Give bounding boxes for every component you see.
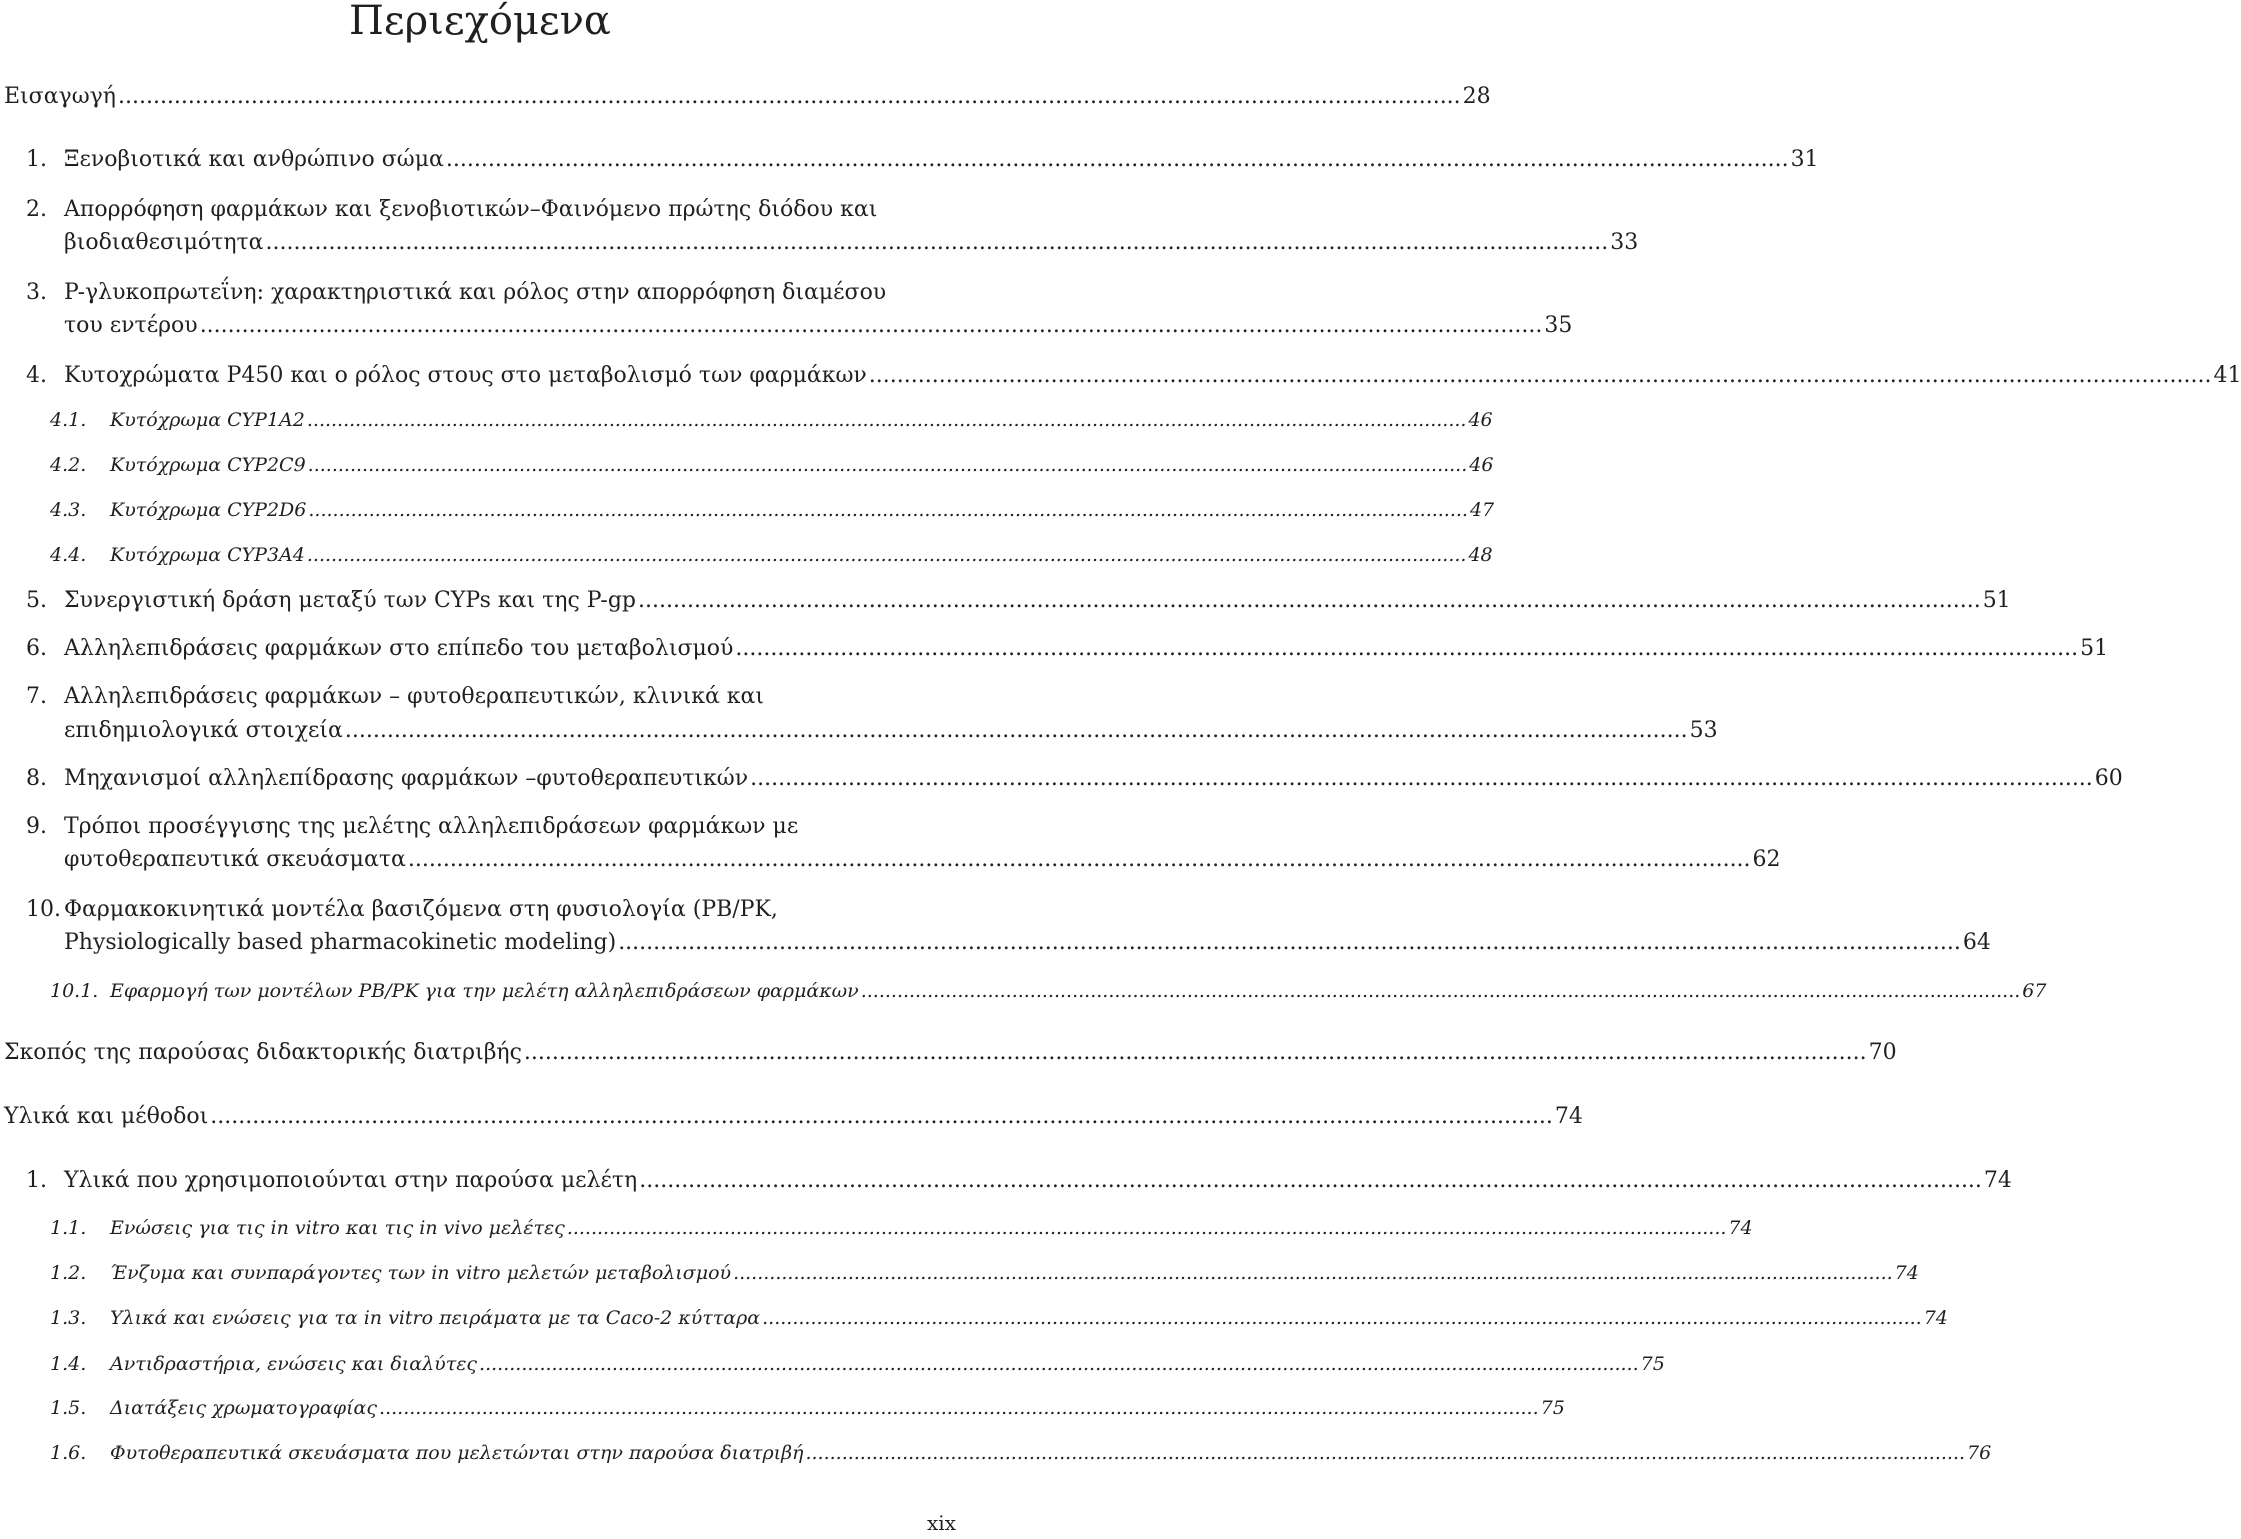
toc-entry-number: 3. xyxy=(26,280,47,305)
toc-entry-page: 74 xyxy=(1728,1217,1753,1239)
toc-entry-text: Φυτοθεραπευτικά σκευάσματα που μελετώνται στην παρούσα διατριβή xyxy=(110,1442,804,1464)
toc-entry-number: 1.5. xyxy=(50,1397,87,1419)
toc-entry-2[interactable] xyxy=(64,226,1639,260)
toc-entry-page: 48 xyxy=(1468,544,1493,566)
toc-entry-number: 1.4. xyxy=(50,1353,87,1375)
toc-entry-number: 1. xyxy=(26,147,47,172)
toc-entry-text: Σκοπός της παρούσας διδακτορικής διατριβής xyxy=(4,1040,522,1065)
toc-entry-page: 41 xyxy=(2213,363,2241,388)
page-title: Περιεχόμενα xyxy=(349,0,611,44)
toc-entry-page: 67 xyxy=(2022,980,2047,1002)
leader-dots xyxy=(308,448,1468,482)
leader-dots xyxy=(307,403,1467,437)
toc-entry-page: 76 xyxy=(1967,1442,1992,1464)
toc-entry-page: 28 xyxy=(1462,84,1491,109)
leader-dots xyxy=(379,1391,1539,1425)
toc-entry-number: 7. xyxy=(26,684,47,709)
toc-entry-number: 5. xyxy=(26,588,47,613)
toc-entry-7[interactable] xyxy=(64,714,1718,748)
toc-entry-4-1[interactable] xyxy=(110,403,1493,437)
toc-entry-mm-1-5[interactable] xyxy=(110,1391,1565,1425)
leader-dots xyxy=(200,309,1543,343)
toc-entry-page: 74 xyxy=(1894,1262,1919,1284)
toc-entry-text: Υλικά και ενώσεις για τα in vitro πειράματα με τα Caco-2 κύτταρα xyxy=(110,1307,761,1329)
toc-entry-4-2[interactable] xyxy=(110,448,1494,482)
toc-entry-text: φυτοθεραπευτικά σκευάσματα xyxy=(64,847,406,872)
leader-dots xyxy=(805,1436,1965,1470)
toc-entry-text: Κυτόχρωμα CYP2D6 xyxy=(110,499,307,521)
toc-entry-mm-1-4[interactable] xyxy=(110,1347,1665,1381)
toc-entry-page: 51 xyxy=(2080,636,2109,661)
leader-dots xyxy=(733,1256,1893,1290)
toc-entry-text: Εισαγωγή xyxy=(4,84,116,109)
toc-entry-page: 35 xyxy=(1544,313,1573,338)
toc-entry-mm-1-1[interactable] xyxy=(110,1211,1753,1245)
toc-entry-page: 75 xyxy=(1640,1353,1665,1375)
toc-entry-6[interactable] xyxy=(64,632,2109,666)
leader-dots xyxy=(735,632,2078,666)
leader-dots xyxy=(345,714,1688,748)
leader-dots xyxy=(307,538,1467,572)
toc-entry-10-1[interactable] xyxy=(110,974,2047,1008)
toc-entry-text: Εφαρμογή των μοντέλων PB/PK για την μελέτη αλληλεπιδράσεων φαρμάκων xyxy=(110,980,859,1002)
toc-entry-4-4[interactable] xyxy=(110,538,1493,572)
toc-entry-page: 70 xyxy=(1868,1040,1897,1065)
toc-entry-4[interactable] xyxy=(64,359,2241,393)
toc-entry-page: 51 xyxy=(1982,588,2011,613)
toc-entry-number: 4. xyxy=(26,363,47,388)
toc-entry-number: 1. xyxy=(26,1168,47,1193)
toc-entry-text: Διατάξεις χρωματογραφίας xyxy=(110,1397,378,1419)
toc-entry-materials-methods[interactable] xyxy=(4,1100,1583,1134)
toc-entry-text: Κυτόχρωμα CYP2C9 xyxy=(110,454,306,476)
toc-entry-text-line1: Φαρμακοκινητικά μοντέλα βασιζόμενα στη φυσιολογία (PB/PK, xyxy=(64,897,778,922)
toc-entry-page: 60 xyxy=(2094,766,2123,791)
toc-entry-page: 74 xyxy=(1983,1168,2012,1193)
leader-dots xyxy=(869,359,2212,393)
toc-entry-text: Κυτόχρωμα CYP3A4 xyxy=(110,544,305,566)
leader-dots xyxy=(210,1100,1553,1134)
toc-entry-text-line1: P-γλυκοπρωτεΐνη: χαρακτηριστικά και ρόλος στην απορρόφηση διαμέσου xyxy=(64,280,887,305)
toc-entry-page: 53 xyxy=(1689,718,1718,743)
toc-entry-1[interactable] xyxy=(64,143,1819,177)
toc-entry-mm-1-3[interactable] xyxy=(110,1301,1948,1335)
toc-entry-text: Αντιδραστήρια, ενώσεις και διαλύτες xyxy=(110,1353,478,1375)
leader-dots xyxy=(524,1036,1867,1070)
toc-entry-number: 2. xyxy=(26,197,47,222)
toc-entry-number: 1.3. xyxy=(50,1307,87,1329)
toc-entry-page: 75 xyxy=(1540,1397,1565,1419)
toc-entry-page: 46 xyxy=(1468,409,1493,431)
toc-entry-page: 31 xyxy=(1790,147,1819,172)
toc-entry-text: Αλληλεπιδράσεις φαρμάκων στο επίπεδο του μεταβολισμού xyxy=(64,636,734,661)
toc-entry-text: του εντέρου xyxy=(64,313,198,338)
toc-entry-number: 4.2. xyxy=(50,454,87,476)
toc-entry-page: 47 xyxy=(1469,499,1495,521)
leader-dots xyxy=(750,762,2093,796)
toc-entry-number: 10.1. xyxy=(50,980,99,1002)
toc-entry-page: 74 xyxy=(1923,1307,1948,1329)
toc-entry-number: 1.2. xyxy=(50,1262,87,1284)
toc-entry-text: Κυτοχρώματα P450 και ο ρόλος στους στο μεταβολισμό των φαρμάκων xyxy=(64,363,867,388)
toc-entry-page: 46 xyxy=(1469,454,1494,476)
leader-dots xyxy=(639,1164,1982,1198)
toc-entry-number: 8. xyxy=(26,766,47,791)
toc-entry-8[interactable] xyxy=(64,762,2123,796)
leader-dots xyxy=(762,1301,1922,1335)
leader-dots xyxy=(308,493,1468,527)
toc-entry-page: 33 xyxy=(1610,230,1639,255)
toc-entry-page: 64 xyxy=(1962,930,1991,955)
toc-entry-text: Ένζυμα και συνπαράγοντες των in vitro μελετών μεταβολισμού xyxy=(110,1262,732,1284)
toc-entry-text: Ενώσεις για τις in vitro και τις in vivo μελέτες xyxy=(110,1217,565,1239)
toc-entry-5[interactable] xyxy=(64,584,2011,618)
toc-entry-text-line1: Τρόποι προσέγγισης της μελέτης αλληλεπιδράσεων φαρμάκων με xyxy=(64,814,799,839)
leader-dots xyxy=(408,843,1751,877)
leader-dots xyxy=(446,143,1789,177)
leader-dots xyxy=(618,926,1961,960)
toc-entry-text: βιοδιαθεσιμότητα xyxy=(64,230,264,255)
toc-entry-introduction[interactable] xyxy=(4,80,1491,114)
toc-entry-number: 10. xyxy=(26,897,61,922)
toc-entry-text: Physiologically based pharmacokinetic modeling) xyxy=(64,930,617,955)
toc-entry-text: Ξενοβιοτικά και ανθρώπινο σώμα xyxy=(64,147,444,172)
toc-entry-mm-1[interactable] xyxy=(64,1164,2012,1198)
toc-entry-number: 4.3. xyxy=(50,499,87,521)
toc-entry-text: Συνεργιστική δράση μεταξύ των CYPs και της P-gp xyxy=(64,588,636,613)
toc-entry-mm-1-6[interactable] xyxy=(110,1436,1992,1470)
toc-entry-text: Υλικά και μέθοδοι xyxy=(4,1104,209,1129)
toc-entry-page: 62 xyxy=(1752,847,1781,872)
page-number: xix xyxy=(927,1511,956,1535)
toc-entry-page: 74 xyxy=(1554,1104,1583,1129)
toc-entry-text: Υλικά που χρησιμοποιούνται στην παρούσα μελέτη xyxy=(64,1168,638,1193)
leader-dots xyxy=(266,226,1609,260)
toc-entry-text-line1: Αλληλεπιδράσεις φαρμάκων – φυτοθεραπευτικών, κλινικά και xyxy=(64,684,765,709)
toc-entry-number: 1.6. xyxy=(50,1442,87,1464)
leader-dots xyxy=(638,584,1981,618)
toc-entry-number: 1.1. xyxy=(50,1217,87,1239)
toc-entry-text: Κυτόχρωμα CYP1A2 xyxy=(110,409,305,431)
toc-entry-number: 4.1. xyxy=(50,409,87,431)
toc-entry-text: επιδημιολογικά στοιχεία xyxy=(64,718,343,743)
toc-entry-text: Μηχανισμοί αλληλεπίδρασης φαρμάκων –φυτοθεραπευτικών xyxy=(64,766,749,791)
toc-entry-number: 6. xyxy=(26,636,47,661)
leader-dots xyxy=(479,1347,1639,1381)
leader-dots xyxy=(861,974,2021,1008)
toc-entry-10[interactable] xyxy=(64,926,1991,960)
toc-entry-9[interactable] xyxy=(64,843,1781,877)
toc-entry-4-3[interactable] xyxy=(110,493,1495,527)
toc-entry-number: 4.4. xyxy=(50,544,87,566)
toc-entry-aim[interactable] xyxy=(4,1036,1897,1070)
leader-dots xyxy=(567,1211,1727,1245)
toc-entry-text-line1: Απορρόφηση φαρμάκων και ξενοβιοτικών–Φαινόμενο πρώτης διόδου και xyxy=(64,197,878,222)
toc-entry-mm-1-2[interactable] xyxy=(110,1256,1919,1290)
toc-entry-number: 9. xyxy=(26,814,47,839)
leader-dots xyxy=(118,80,1461,114)
toc-entry-3[interactable] xyxy=(64,309,1573,343)
